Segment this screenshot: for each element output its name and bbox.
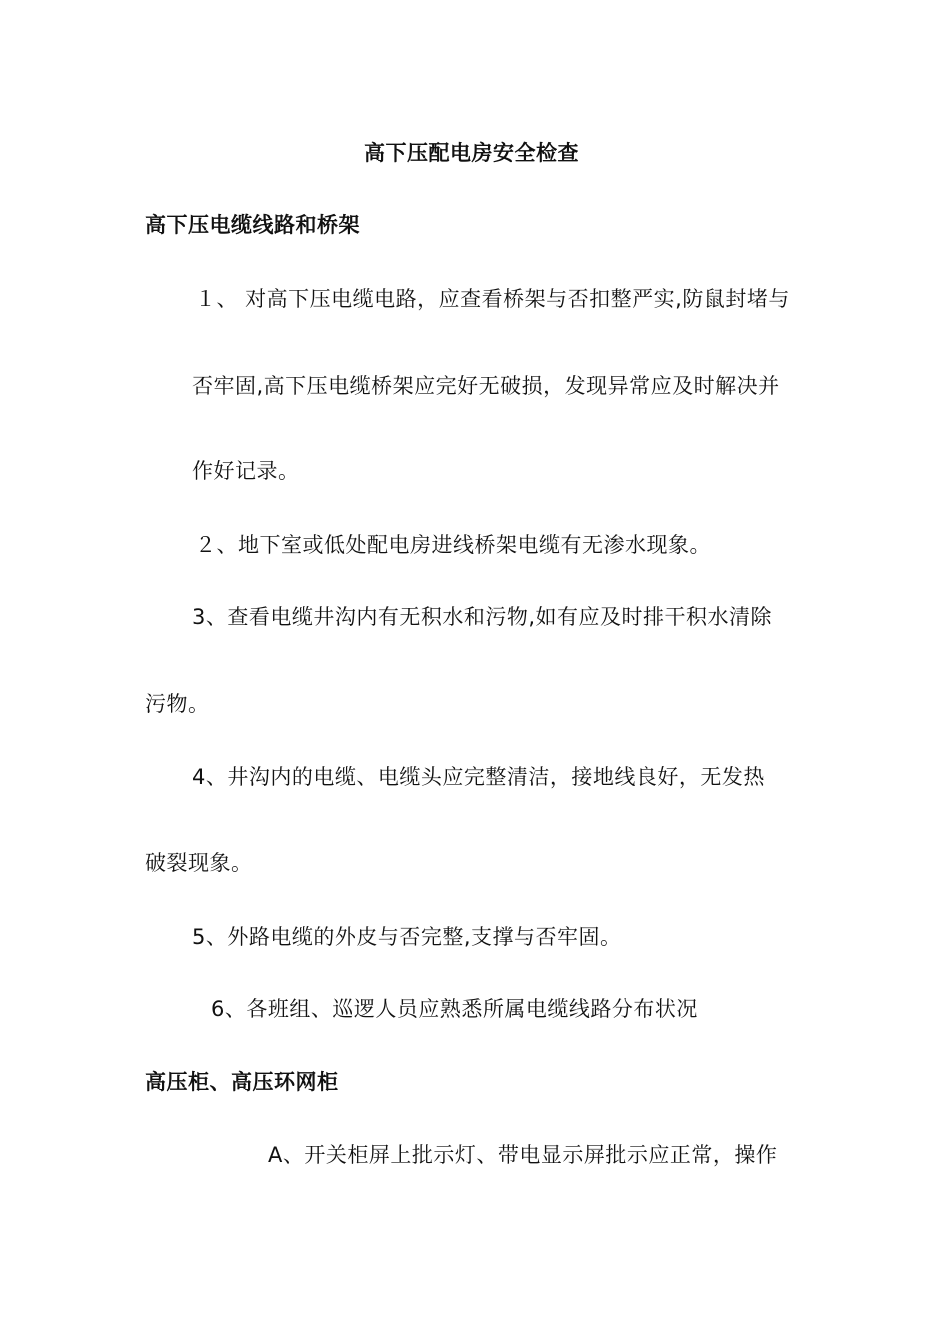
paragraph-line: 否牢固,高下压电缆桥架应完好无破损，发现异常应及时解决并 <box>192 374 780 398</box>
section-heading-cable-lines: 高下压电缆线路和桥架 <box>145 213 360 237</box>
paragraph-line: 4、井沟内的电缆、电缆头应完整清洁，接地线良好，无发热 <box>192 765 765 789</box>
paragraph-line: ２、地下室或低处配电房进线桥架电缆有无渗水现象。 <box>195 533 711 557</box>
paragraph-line: 5、外路电缆的外皮与否完整,支撑与否牢固。 <box>192 925 622 949</box>
paragraph-line: 作好记录。 <box>192 459 300 483</box>
paragraph-line: １、 对高下压电缆电路，应查看桥架与否扣整严实,防鼠封堵与 <box>195 287 790 311</box>
paragraph-line: 破裂现象。 <box>145 851 253 875</box>
paragraph-line: A、开关柜屏上批示灯、带电显示屏批示应正常，操作 <box>268 1143 778 1167</box>
paragraph-line: 污物。 <box>145 692 210 716</box>
document-title: 高下压配电房安全检查 <box>364 141 579 165</box>
paragraph-line: 3、查看电缆井沟内有无积水和污物,如有应及时排干积水清除 <box>192 605 773 629</box>
paragraph-line: 6、各班组、巡逻人员应熟悉所属电缆线路分布状况 <box>211 997 698 1021</box>
section-heading-high-voltage-cabinet: 高压柜、高压环网柜 <box>145 1070 339 1094</box>
